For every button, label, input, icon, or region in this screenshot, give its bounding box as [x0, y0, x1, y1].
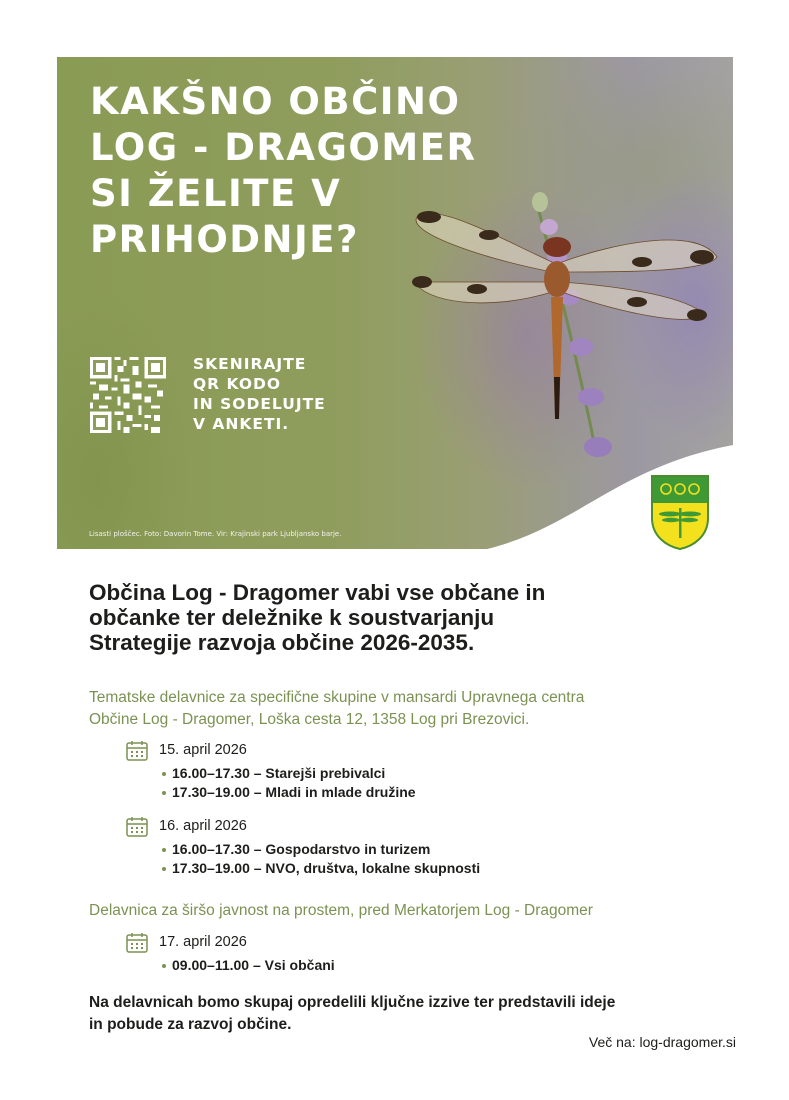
- time-slot-label: 09.00–11.00 – Vsi občani: [172, 957, 335, 973]
- headline-line-3: SI ŽELITE V: [90, 172, 342, 215]
- time-slot-label: 17.30–19.00 – Mladi in mlade družine: [172, 784, 416, 800]
- time-slot: [162, 764, 626, 783]
- time-slot-label: 16.00–17.30 – Starejši prebivalci: [172, 765, 386, 781]
- closing-statement: [89, 992, 729, 1036]
- venue-1-line-1: Tematske delavnice za specifične skupine v mansardi Upravnega centra: [89, 689, 585, 706]
- bullet: [162, 791, 166, 795]
- time-slots: [162, 764, 626, 802]
- time-slot: [162, 840, 626, 859]
- calendar-icon: [126, 740, 148, 761]
- closing-line-1: Na delavnicah bomo skupaj opredelili ključne izzive ter predstavili ideje: [89, 994, 616, 1011]
- venue-1-line-2: Občine Log - Dragomer, Loška cesta 12, 1358 Log pri Brezovici.: [89, 711, 530, 728]
- photo-caption: Lisasti ploščec. Foto: Davorin Tome. Vir: Krajinski park Ljubljansko barje.: [89, 530, 342, 538]
- workshop-date: 15. april 2026: [159, 742, 247, 758]
- workshop-date: 16. april 2026: [159, 818, 247, 834]
- workshop-day: [126, 815, 626, 878]
- calendar-icon: [126, 816, 148, 837]
- venue-description-2: Delavnica za širšo javnost na prostem, pred Merkatorjem Log - Dragomer: [89, 902, 593, 919]
- intro-heading: [89, 580, 729, 655]
- time-slot-label: 17.30–19.00 – NVO, društva, lokalne skupnosti: [172, 860, 481, 876]
- dragonfly-crest-icon: [650, 474, 710, 550]
- workshop-day: [126, 931, 626, 975]
- time-slot: [162, 956, 626, 975]
- headline-line-2: LOG - DRAGOMER: [90, 126, 477, 169]
- intro-line-2: občanke ter deležnike k soustvarjanju: [89, 605, 495, 630]
- headline-line-4: PRIHODNJE?: [90, 218, 359, 261]
- website-link[interactable]: Več na: log-dragomer.si: [588, 1034, 736, 1050]
- time-slot: [162, 859, 626, 878]
- workshop-day: [126, 739, 626, 802]
- bullet: [162, 848, 166, 852]
- qr-text-line-3: IN SODELUJTE: [193, 395, 326, 413]
- calendar-icon: [126, 932, 148, 953]
- bullet: [162, 772, 166, 776]
- time-slot: [162, 783, 626, 802]
- intro-line-3: Strategije razvoja občine 2026-2035.: [89, 630, 475, 655]
- headline-line-1: KAKŠNO OBČINO: [90, 80, 461, 123]
- qr-text-line-2: QR KODO: [193, 375, 282, 393]
- venue-description-1: [89, 687, 729, 731]
- time-slots: [162, 956, 626, 975]
- qr-text-line-4: V ANKETI.: [193, 415, 290, 433]
- time-slots: [162, 840, 626, 878]
- wave-shape: [57, 57, 733, 549]
- hero-photo: [57, 57, 733, 549]
- bullet: [162, 867, 166, 871]
- bullet: [162, 964, 166, 968]
- time-slot-label: 16.00–17.30 – Gospodarstvo in turizem: [172, 841, 431, 857]
- workshop-date: 17. april 2026: [159, 934, 247, 950]
- closing-line-2: in pobude za razvoj občine.: [89, 1016, 292, 1033]
- intro-line-1: Občina Log - Dragomer vabi vse občane in: [89, 580, 546, 605]
- qr-text-line-1: SKENIRAJTE: [193, 355, 307, 373]
